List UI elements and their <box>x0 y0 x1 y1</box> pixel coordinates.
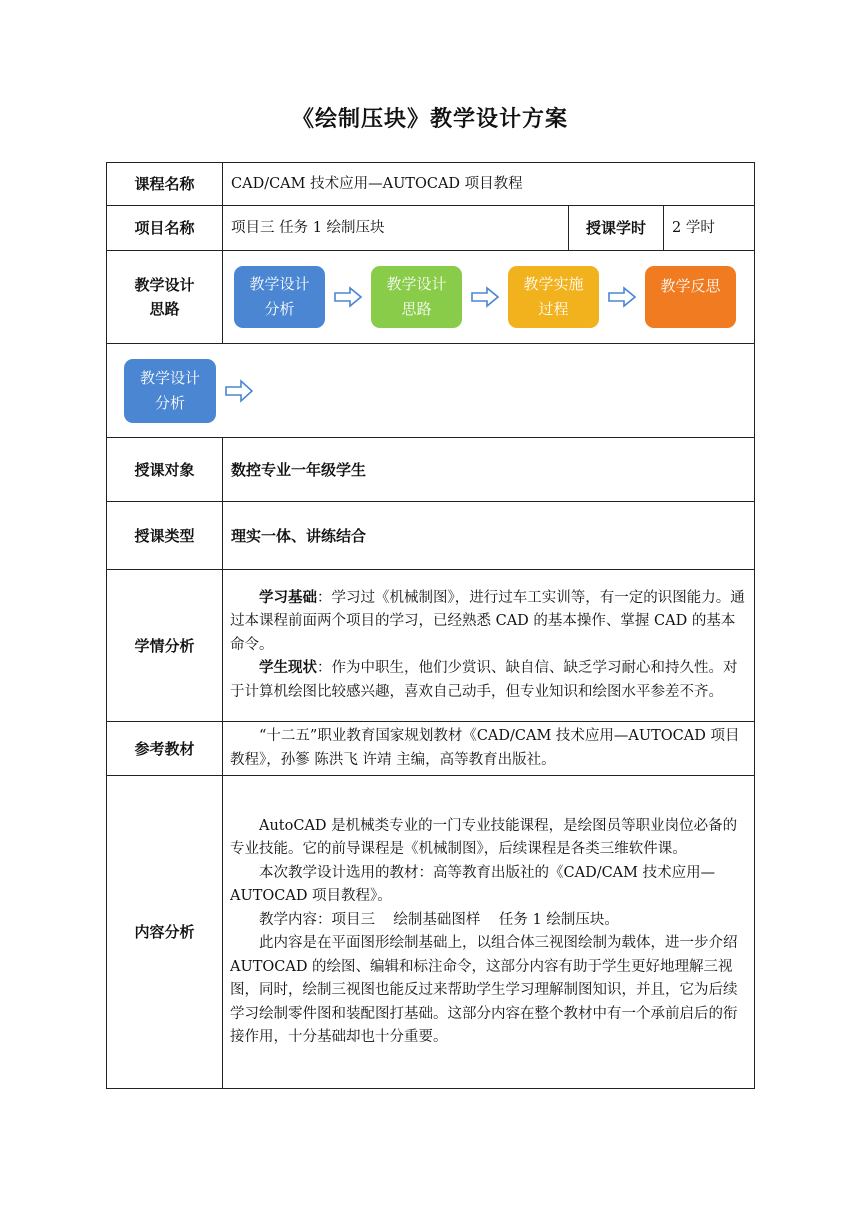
content-paragraph: 教学内容：项目三 绘制基础图样 任务 1 绘制压块。 <box>259 911 619 928</box>
student-status-heading: 学生现状 <box>259 660 317 677</box>
content-analysis-label: 内容分析 <box>107 776 223 1089</box>
section-header-box[interactable] <box>124 359 216 423</box>
project-row <box>107 206 755 251</box>
hours-value: 2 学时 <box>664 206 755 251</box>
design-flow <box>223 251 754 343</box>
student-analysis-cell <box>223 570 755 722</box>
design-idea-label <box>107 251 223 344</box>
lesson-plan-table <box>106 162 755 1089</box>
textbook-row <box>107 722 755 776</box>
flow-step-reflection[interactable] <box>645 266 736 328</box>
lesson-type-label: 授课类型 <box>107 502 223 570</box>
section-header-cell <box>107 344 755 438</box>
design-idea-label-line2: 思路 <box>149 300 180 318</box>
course-label: 课程名称 <box>107 163 223 206</box>
content-analysis-row <box>107 776 755 1089</box>
design-idea-label-line1: 教学设计 <box>134 276 195 294</box>
lesson-type-value: 理实一体、讲练结合 <box>223 502 755 570</box>
flow-step-reflection-line1: 教学反思 <box>660 277 721 295</box>
audience-row <box>107 438 755 502</box>
content-paragraph: 本次教学设计选用的教材：高等教育出版社的《CAD/CAM 技术应用—AUTOCAD 项目教程》。 <box>230 864 716 904</box>
project-value: 项目三 任务 1 绘制压块 <box>223 206 569 251</box>
student-basis-heading: 学习基础 <box>259 589 317 606</box>
hollow-right-arrow-icon <box>462 266 508 328</box>
flow-step-implementation[interactable] <box>508 266 599 328</box>
flow-step-approach-line1: 教学设计 <box>386 275 447 293</box>
section-header-line1: 教学设计 <box>139 368 200 387</box>
section-header-row <box>107 344 755 438</box>
student-basis-text: ：学习过《机械制图》，进行过车工实训等，有一定的识图能力。通过本课程前面两个项目的学习，已经熟悉 CAD 的基本操作、掌握 CAD 的基本命令。 <box>230 589 745 653</box>
hollow-right-arrow-icon <box>216 360 262 422</box>
textbook-cell <box>223 722 755 776</box>
flow-step-approach-line2: 思路 <box>401 300 432 318</box>
flow-step-implementation-line2: 过程 <box>538 300 569 318</box>
hollow-right-arrow-icon <box>599 266 645 328</box>
student-analysis-row <box>107 570 755 722</box>
lesson-type-row <box>107 502 755 570</box>
hours-label: 授课学时 <box>569 206 664 251</box>
content-analysis-cell <box>223 776 755 1089</box>
course-value: CAD/CAM 技术应用—AUTOCAD 项目教程 <box>223 163 755 206</box>
flow-step-analysis-line2: 分析 <box>264 300 295 318</box>
student-status-paragraph <box>230 657 748 704</box>
student-basis-paragraph <box>230 587 748 658</box>
flow-step-analysis-line1: 教学设计 <box>249 275 310 293</box>
student-status-text: ：作为中职生，他们少赏识、缺自信、缺乏学习耐心和持久性。对于计算机绘图比较感兴趣，喜欢自己动手，但专业知识和绘图水平参差不齐。 <box>230 660 738 700</box>
textbook-label: 参考教材 <box>107 722 223 776</box>
design-flow-cell <box>223 251 755 344</box>
flow-step-implementation-line1: 教学实施 <box>523 275 584 293</box>
course-row <box>107 163 755 206</box>
design-idea-row <box>107 251 755 344</box>
flow-step-analysis[interactable] <box>234 266 325 328</box>
project-label: 项目名称 <box>107 206 223 251</box>
audience-value: 数控专业一年级学生 <box>223 438 755 502</box>
student-analysis-label: 学情分析 <box>107 570 223 722</box>
audience-label: 授课对象 <box>107 438 223 502</box>
flow-step-approach[interactable] <box>371 266 462 328</box>
document-title: 《绘制压块》教学设计方案 <box>291 107 568 132</box>
content-paragraph: 此内容是在平面图形绘制基础上，以组合体三视图绘制为载体，进一步介绍 AUTOCAD 的绘图、编辑和标注命令，这部分内容有助于学生更好地理解三视图，同时，绘制三视图也能反过来帮助学生学习理解制图知识，并且，它为后续学习绘制零件图和装配图打基础。这部分内容在整个教材中有一个承前启后的衔接作用，十分基础却也十分重要。 <box>230 935 738 1045</box>
section-header-line2: 分析 <box>154 393 185 412</box>
content-paragraph: AutoCAD 是机械类专业的一门专业技能课程，是绘图员等职业岗位必备的专业技能。它的前导课程是《机械制图》，后续课程是各类三维软件课。 <box>230 817 738 857</box>
hollow-right-arrow-icon <box>325 266 371 328</box>
textbook-text: “十二五”职业教育国家规划教材《CAD/CAM 技术应用—AUTOCAD 项目教程》，孙篸 陈洪飞 许靖 主编，高等教育出版社。 <box>230 728 740 768</box>
